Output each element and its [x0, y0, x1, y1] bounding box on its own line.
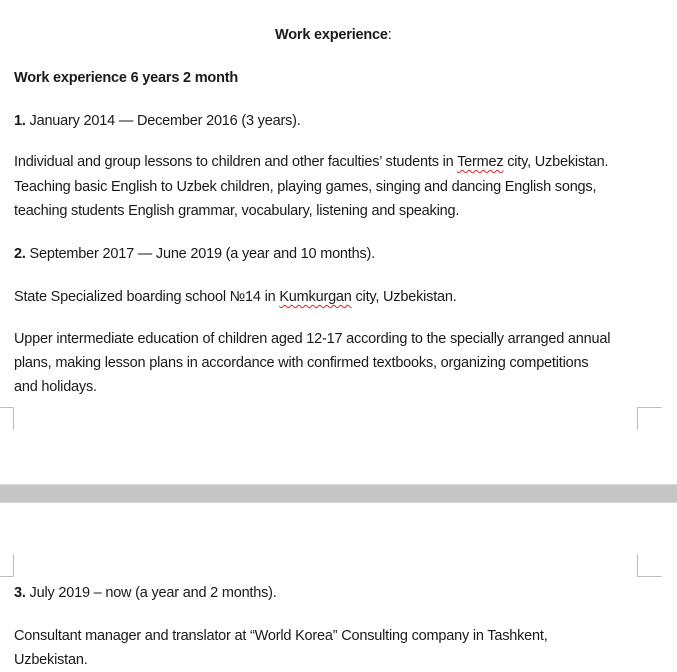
job1-desc-line1	[14, 150, 608, 174]
text: city, Uzbekistan.	[503, 154, 609, 170]
spellcheck-word[interactable]: Kumkurgan	[279, 289, 352, 305]
margin-corner-mark	[637, 554, 662, 577]
heading-colon: :	[387, 27, 392, 43]
heading-text: Work experience	[275, 27, 388, 43]
job1-desc-line3: teaching students English grammar, vocabulary, listening and speaking.	[14, 203, 460, 219]
section-heading	[275, 23, 392, 47]
text: Individual and group lessons to children and other faculties’ students in	[14, 154, 458, 170]
job1-period	[14, 109, 301, 133]
text: State Specialized boarding school №14 in	[14, 289, 280, 305]
job3-desc-line1: Consultant manager and translator at “World Korea” Consulting company in Tashkent,	[14, 628, 548, 644]
job1-number: 1.	[14, 113, 26, 129]
page-break-gap	[0, 484, 677, 503]
job3-desc-line2: Uzbekistan.	[14, 652, 88, 668]
job2-dates: September 2017 — June 2019 (a year and 10 months).	[25, 246, 376, 262]
job2-desc-line3: and holidays.	[14, 379, 97, 395]
job3-dates: July 2019 – now (a year and 2 months).	[25, 585, 277, 601]
job2-number: 2.	[14, 246, 26, 262]
job2-desc-line2: plans, making lesson plans in accordance with confirmed textbooks, organizing competitions	[14, 355, 589, 371]
job2-place	[14, 285, 457, 309]
text: city, Uzbekistan.	[351, 289, 457, 305]
margin-corner-mark	[0, 407, 14, 430]
job2-period	[14, 242, 375, 266]
job1-dates: January 2014 — December 2016 (3 years).	[25, 113, 301, 129]
job1-desc-line2: Teaching basic English to Uzbek children, playing games, singing and dancing English songs,	[14, 179, 597, 195]
job3-number: 3.	[14, 585, 26, 601]
job2-desc-line1: Upper intermediate education of children aged 12-17 according to the specially arranged annual	[14, 331, 611, 347]
spellcheck-word[interactable]: Termez	[457, 154, 504, 170]
job3-period	[14, 581, 277, 605]
experience-summary: Work experience 6 years 2 month	[14, 70, 239, 86]
margin-corner-mark	[637, 407, 662, 430]
margin-corner-mark	[0, 554, 14, 577]
